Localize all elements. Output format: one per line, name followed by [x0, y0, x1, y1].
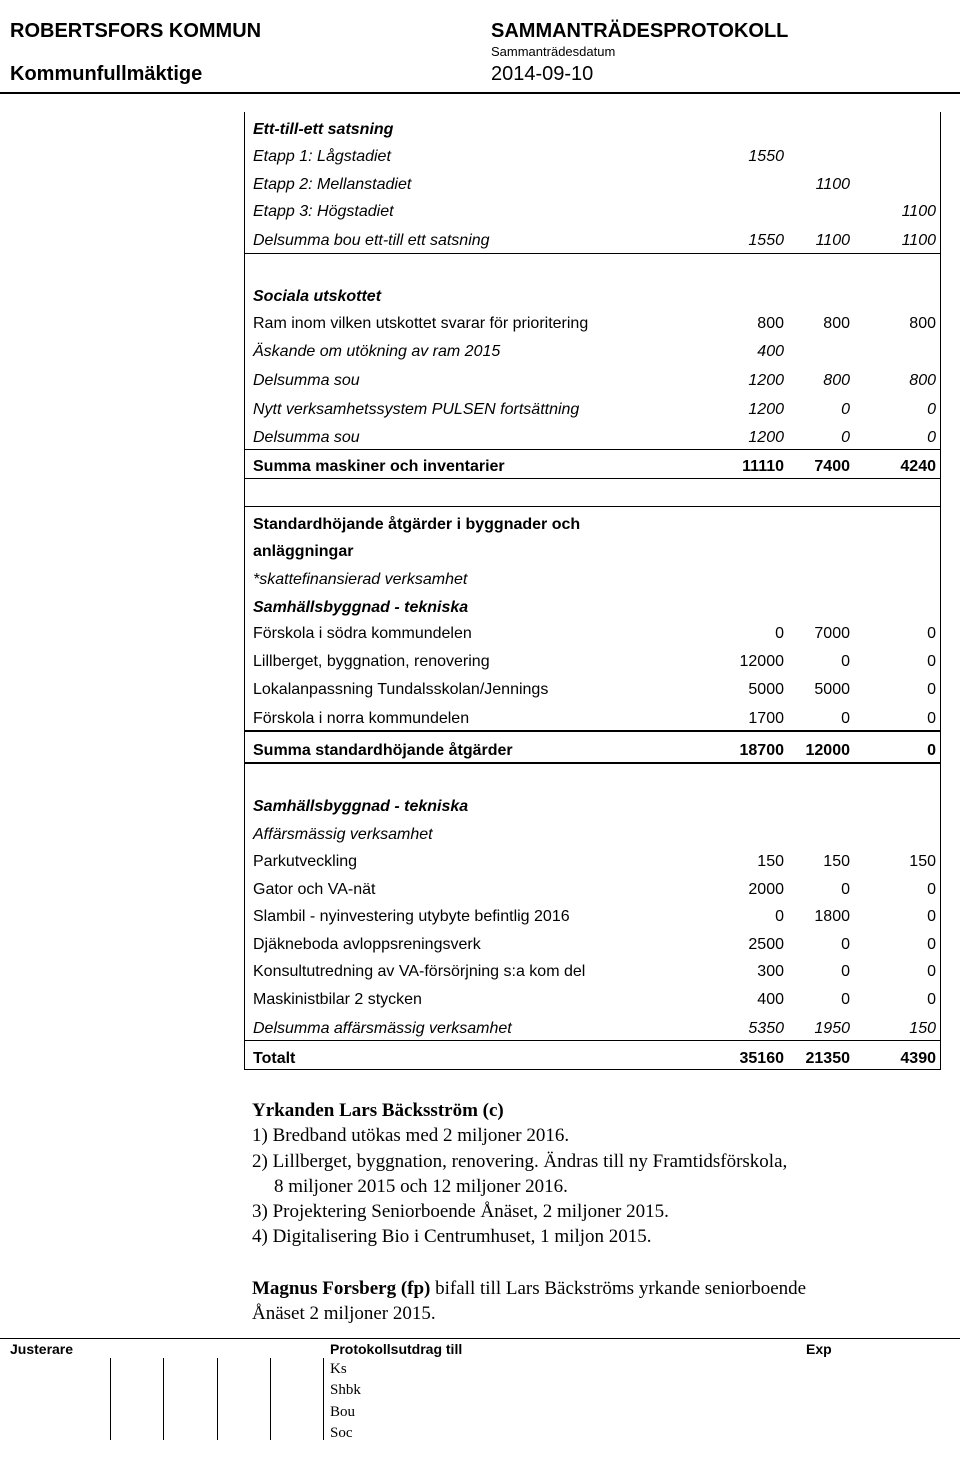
row-value-2017: 0 [927, 625, 936, 642]
row-value-2016: 1800 [814, 908, 850, 925]
signature-box-divider [163, 1358, 164, 1440]
row-value-2016: 0 [841, 653, 850, 670]
table-border [244, 112, 245, 1070]
row-value-2015: 400 [757, 991, 784, 1008]
row-label: Ett-till-ett satsning [253, 121, 394, 138]
row-value-2015: 2500 [748, 936, 784, 953]
row-value-2017: 0 [927, 991, 936, 1008]
board-name: Kommunfullmäktige [10, 63, 203, 85]
row-value-2016: 5000 [814, 681, 850, 698]
row-value-2015: 0 [775, 625, 784, 642]
row-label: Förskola i norra kommundelen [253, 710, 470, 727]
row-value-2016: 0 [841, 401, 850, 418]
row-value-2017: 4240 [900, 458, 936, 475]
row-value-2016: 800 [823, 372, 850, 389]
support-text: bifall till Lars Bäckströms yrkande seniorboende [430, 1278, 807, 1299]
row-label: Nytt verksamhetssystem PULSEN fortsättning [253, 401, 580, 418]
row-value-2017: 0 [927, 936, 936, 953]
row-value-2015: 1200 [748, 372, 784, 389]
row-value-2016: 1100 [815, 232, 850, 249]
row-value-2016: 12000 [805, 742, 850, 759]
row-value-2015: 0 [775, 908, 784, 925]
row-label: Standardhöjande åtgärder i byggnader och [253, 516, 581, 533]
row-label: Summa maskiner och inventarier [253, 458, 505, 475]
row-label: Delsumma affärsmässig verksamhet [253, 1020, 512, 1037]
row-label: Etapp 1: Lågstadiet [253, 148, 391, 165]
row-value-2015: 18700 [739, 742, 784, 759]
row-label: Delsumma sou [253, 372, 360, 389]
recipient-bou: Bou [330, 1404, 356, 1420]
row-value-2017: 0 [927, 908, 936, 925]
row-label: Etapp 2: Mellanstadiet [253, 176, 412, 193]
table-rule [244, 506, 941, 507]
row-value-2017: 800 [909, 315, 936, 332]
row-label: Konsultutredning av VA-försörjning s:a kom del [253, 963, 586, 980]
row-label: Samhällsbyggnad - tekniska [253, 798, 469, 815]
row-label: anläggningar [253, 543, 354, 560]
row-value-2017: 0 [927, 653, 936, 670]
row-label: Maskinistbilar 2 stycken [253, 991, 422, 1008]
table-rule [244, 1069, 941, 1070]
date-label: Sammanträdesdatum [491, 44, 616, 59]
row-label: Delsumma sou [253, 429, 360, 446]
motion-heading: Yrkanden Lars Bäcksström (c) [252, 1100, 504, 1121]
signature-box-divider [270, 1358, 271, 1440]
signature-box-divider [217, 1358, 218, 1440]
support-name: Magnus Forsberg (fp) [252, 1278, 431, 1299]
table-rule [244, 1040, 941, 1041]
row-value-2015: 800 [757, 315, 784, 332]
recipient-ks: Ks [330, 1361, 347, 1377]
row-value-2016: 0 [841, 710, 850, 727]
row-value-2016: 0 [841, 963, 850, 980]
row-value-2017: 1100 [901, 232, 936, 249]
row-value-2017: 0 [927, 742, 936, 759]
meeting-date: 2014-09-10 [491, 63, 594, 85]
row-value-2017: 1100 [901, 203, 936, 220]
row-value-2016: 0 [841, 936, 850, 953]
row-value-2016: 7400 [814, 458, 850, 475]
row-value-2015: 1200 [748, 401, 784, 418]
row-label: Etapp 3: Högstadiet [253, 203, 394, 220]
row-value-2015: 12000 [739, 653, 784, 670]
row-label: Äskande om utökning av ram 2015 [253, 343, 501, 360]
row-value-2016: 0 [841, 991, 850, 1008]
row-label: Djäkneboda avloppsreningsverk [253, 936, 481, 953]
row-value-2017: 0 [927, 710, 936, 727]
document-title: SAMMANTRÄDESPROTOKOLL [491, 20, 789, 42]
row-value-2017: 0 [927, 963, 936, 980]
row-value-2016: 21350 [805, 1050, 850, 1067]
row-value-2017: 150 [909, 853, 936, 870]
table-rule [244, 762, 941, 764]
row-label: Sociala utskottet [253, 288, 382, 305]
row-value-2016: 800 [823, 315, 850, 332]
budget-table [244, 112, 941, 1070]
row-value-2015: 1550 [748, 232, 784, 249]
row-label: Totalt [253, 1050, 296, 1067]
motion-item-3: 3) Projektering Seniorboende Ånäset, 2 miljoner 2015. [252, 1201, 669, 1222]
motion-item-1: 1) Bredband utökas med 2 miljoner 2016. [252, 1125, 570, 1146]
exp-label: Exp [806, 1341, 832, 1357]
row-value-2017: 0 [927, 429, 936, 446]
recipient-soc: Soc [330, 1425, 353, 1441]
row-label: Summa standardhöjande åtgärder [253, 742, 513, 759]
row-value-2015: 400 [757, 343, 784, 360]
support-statement-cont: Ånäset 2 miljoner 2015. [252, 1303, 436, 1324]
row-value-2017: 0 [927, 681, 936, 698]
row-value-2015: 35160 [739, 1050, 784, 1067]
row-label: *skattefinansierad verksamhet [253, 571, 468, 588]
row-value-2017: 800 [909, 372, 936, 389]
table-rule [244, 730, 941, 732]
row-value-2017: 0 [927, 881, 936, 898]
row-value-2016: 1950 [814, 1020, 850, 1037]
row-value-2015: 300 [757, 963, 784, 980]
row-value-2015: 5350 [748, 1020, 784, 1037]
signature-box-divider [323, 1358, 324, 1440]
row-label: Samhällsbyggnad - tekniska [253, 599, 469, 616]
row-label: Affärsmässig verksamhet [253, 826, 433, 843]
organization-name: ROBERTSFORS KOMMUN [10, 20, 262, 42]
row-value-2015: 5000 [748, 681, 784, 698]
row-value-2015: 1700 [748, 710, 784, 727]
row-label: Ram inom vilken utskottet svarar för prioritering [253, 315, 589, 332]
protokollsutdrag-label: Protokollsutdrag till [330, 1341, 463, 1357]
row-value-2015: 2000 [748, 881, 784, 898]
row-label: Slambil - nyinvestering utybyte befintlig 2016 [253, 908, 570, 925]
row-value-2016: 0 [841, 881, 850, 898]
row-value-2017: 4390 [900, 1050, 936, 1067]
row-value-2017: 0 [927, 401, 936, 418]
row-value-2015: 11110 [742, 458, 784, 475]
support-statement [252, 1276, 806, 1301]
row-value-2015: 1200 [748, 429, 784, 446]
recipient-shbk: Shbk [330, 1382, 361, 1398]
row-label: Parkutveckling [253, 853, 358, 870]
row-value-2016: 1100 [815, 176, 850, 193]
header-divider [0, 92, 960, 94]
row-label: Förskola i södra kommundelen [253, 625, 472, 642]
row-label: Delsumma bou ett-till ett satsning [253, 232, 490, 249]
row-label: Lillberget, byggnation, renovering [253, 653, 490, 670]
signature-box-divider [110, 1358, 111, 1440]
table-rule [244, 253, 941, 254]
row-value-2016: 150 [823, 853, 850, 870]
motion-item-2: 2) Lillberget, byggnation, renovering. Ändras till ny Framtidsförskola, [252, 1151, 788, 1172]
row-value-2016: 0 [841, 429, 850, 446]
row-value-2015: 150 [757, 853, 784, 870]
table-border [940, 112, 941, 1070]
justerare-label: Justerare [10, 1341, 74, 1357]
row-value-2016: 7000 [814, 625, 850, 642]
table-rule [244, 478, 941, 479]
row-value-2017: 150 [909, 1020, 936, 1037]
row-value-2015: 1550 [748, 148, 784, 165]
row-label: Gator och VA-nät [253, 881, 376, 898]
table-rule [244, 449, 941, 450]
row-label: Lokalanpassning Tundalsskolan/Jennings [253, 681, 549, 698]
motion-item-2-cont: 8 miljoner 2015 och 12 miljoner 2016. [274, 1176, 568, 1197]
motion-item-4: 4) Digitalisering Bio i Centrumhuset, 1 miljon 2015. [252, 1226, 652, 1247]
footer-divider [0, 1338, 960, 1339]
